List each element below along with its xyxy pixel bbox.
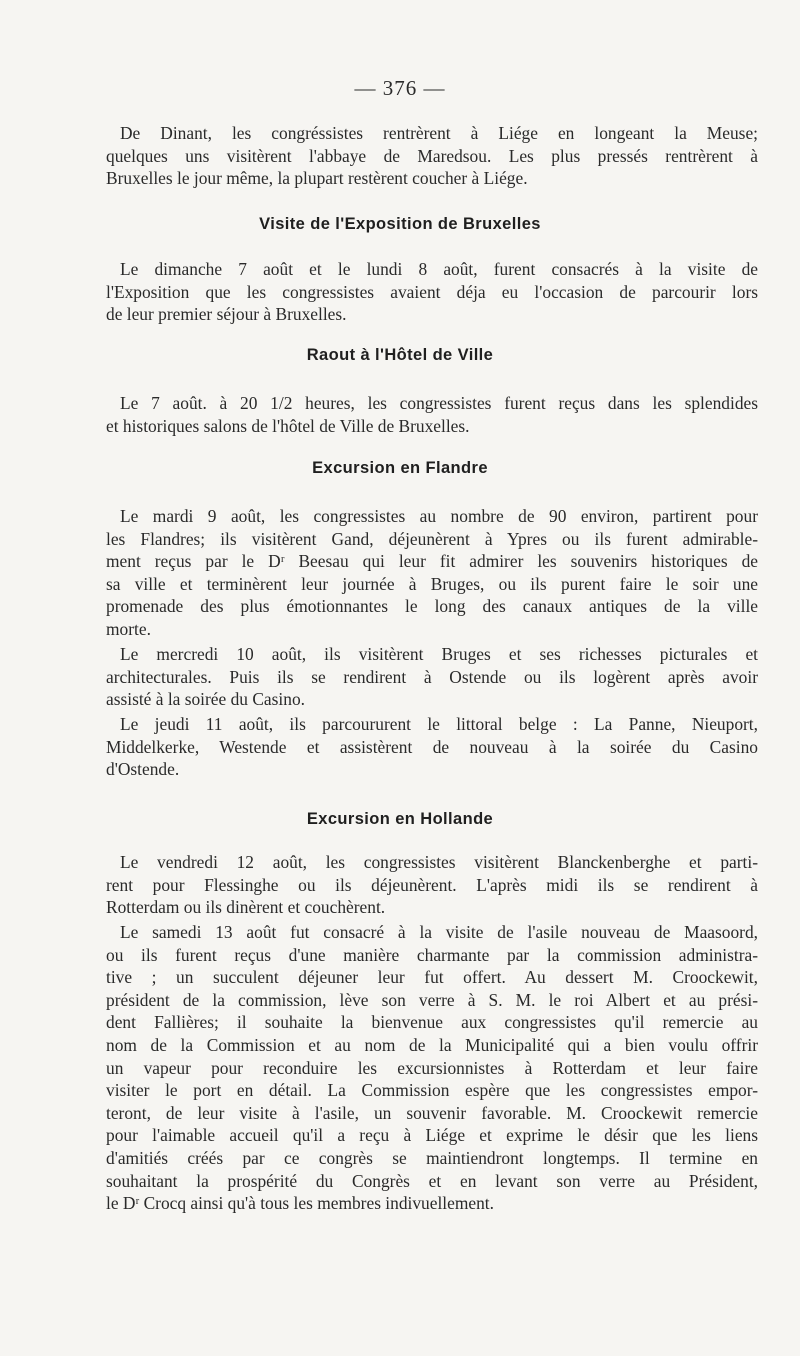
text-line: Le samedi 13 août fut consacré à la visite de l'asile nouveau de Maasoord, <box>120 922 758 942</box>
text-line: Le vendredi 12 août, les congressistes visitèrent Blanckenberghe et parti- <box>120 852 758 872</box>
section-heading: Excursion en Hollande <box>306 810 494 828</box>
text-line: le Dʳ Crocq ainsi qu'à tous les membres indivuellement. <box>106 1193 494 1214</box>
text-line: un vapeur pour reconduire les excursionnistes à Rotterdam et leur faire <box>106 1057 758 1078</box>
text-line: tive ; un succulent déjeuner leur fut offert. Au dessert M. Croockewit, <box>106 967 758 988</box>
text-line: promenade des plus émotionnantes le long des canaux antiques de la ville <box>106 596 758 617</box>
section-heading: Excursion en Flandre <box>312 459 488 477</box>
text-line: visiter le port en détail. La Commission espère que les congressistes empor- <box>106 1080 758 1101</box>
text-line: Le mardi 9 août, les congressistes au nombre de 90 environ, partirent pour <box>120 506 758 526</box>
text-line: Le jeudi 11 août, ils parcoururent le littoral belge : La Panne, Nieuport, <box>120 714 758 734</box>
text-line: l'Exposition que les congressistes avaient déja eu l'occasion de parcourir lors <box>106 281 758 302</box>
text-line: souhaitant la prospérité du Congrès et en levant son verre au Président, <box>106 1170 758 1191</box>
text-line: teront, de leur visite à l'asile, un souvenir favorable. M. Croockewit remercie <box>106 1102 758 1123</box>
page-number: — 376 — <box>354 76 446 100</box>
text-line: Rotterdam ou ils dinèrent et couchèrent. <box>106 897 386 918</box>
text-line: nom de la Commission et au nom de la Municipalité qui a bien voulu offrir <box>106 1034 758 1055</box>
section-heading: Visite de l'Exposition de Bruxelles <box>259 215 541 233</box>
text-line: architecturales. Puis ils se rendirent à Ostende ou ils logèrent après avoir <box>106 666 758 687</box>
text-line: d'Ostende. <box>106 759 180 780</box>
text-line: et historiques salons de l'hôtel de Ville de Bruxelles. <box>106 415 470 436</box>
text-line: Le 7 août. à 20 1/2 heures, les congressistes furent reçus dans les splendides <box>120 393 758 413</box>
text-line: dent Fallières; il souhaite la bienvenue aux congressistes qu'il remercie au <box>106 1012 758 1033</box>
text-line: président de la commission, lève son verre à S. M. le roi Albert et au prési- <box>106 989 758 1010</box>
text-line: Le mercredi 10 août, ils visitèrent Bruges et ses richesses picturales et <box>120 644 758 664</box>
text-line: Middelkerke, Westende et assistèrent de nouveau à la soirée du Casino <box>106 736 758 757</box>
text-line: sa ville et terminèrent leur journée à Bruges, ou ils purent faire le soir une <box>106 573 758 594</box>
text-line: d'amitiés créés par ce congrès se maintiendront longtemps. Il termine en <box>106 1147 758 1168</box>
text-line: morte. <box>106 618 151 639</box>
text-line: assisté à la soirée du Casino. <box>106 689 305 710</box>
text-line: De Dinant, les congréssistes rentrèrent à Liége en longeant la Meuse; <box>120 123 758 143</box>
text-line: les Flandres; ils visitèrent Gand, déjeunèrent à Ypres ou ils furent admirable- <box>106 528 758 549</box>
text-line: ment reçus par le Dʳ Beesau qui leur fit admirer les souvenirs historiques de <box>106 551 758 572</box>
text-line: rent pour Flessinghe ou ils déjeunèrent. L'après midi ils se rendirent à <box>106 874 758 895</box>
paragraph <box>106 851 758 919</box>
text-line: Le dimanche 7 août et le lundi 8 août, furent consacrés à la visite de <box>120 259 758 279</box>
text-line: pour l'aimable accueil qu'il a reçu à Liége et exprime le désir que les liens <box>106 1125 758 1146</box>
text-line: de leur premier séjour à Bruxelles. <box>106 304 347 325</box>
paragraph <box>106 643 758 711</box>
paragraph <box>106 392 758 437</box>
paragraph <box>106 505 758 641</box>
text-line: ou ils furent reçus d'une manière charmante par la commission administra- <box>106 944 758 965</box>
paragraph <box>106 713 758 781</box>
paragraph <box>106 122 758 190</box>
text-line: quelques uns visitèrent l'abbaye de Maredsou. Les plus pressés rentrèrent à <box>106 145 758 166</box>
paragraph <box>106 258 758 326</box>
section-heading: Raout à l'Hôtel de Ville <box>306 346 494 364</box>
paragraph <box>106 921 758 1215</box>
text-line: Bruxelles le jour même, la plupart restèrent coucher à Liége. <box>106 168 528 189</box>
